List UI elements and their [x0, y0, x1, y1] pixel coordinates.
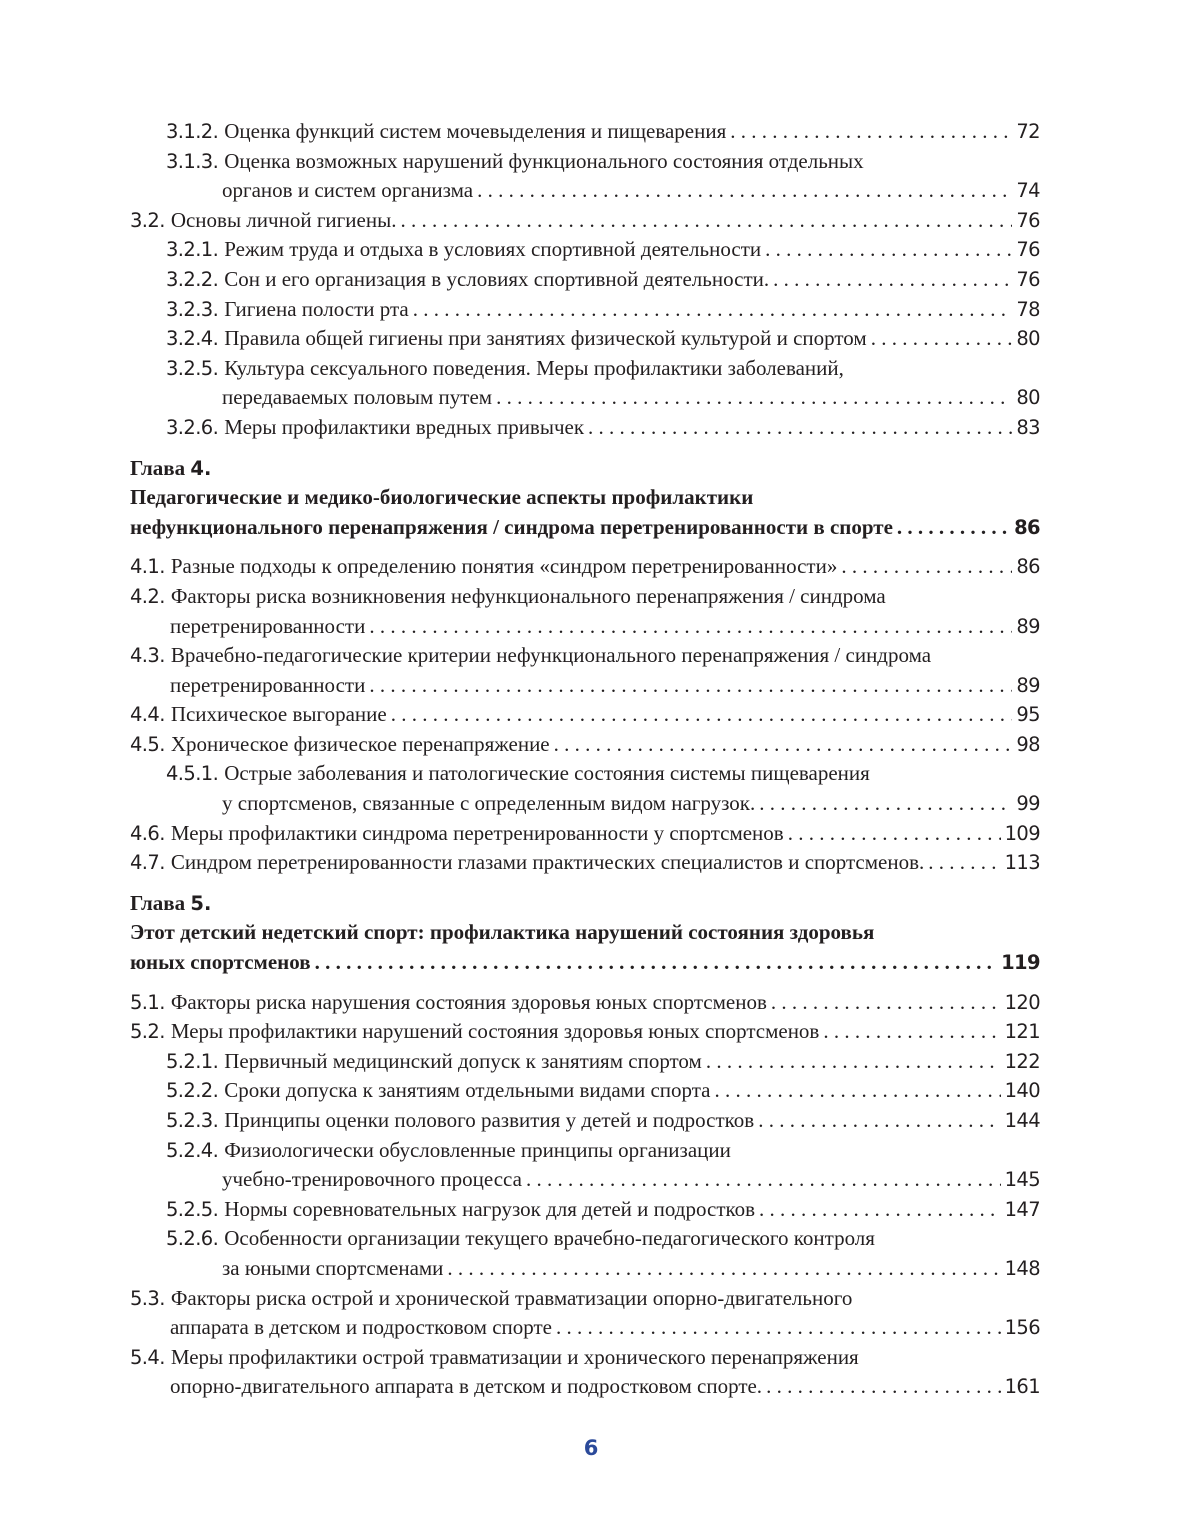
- toc-entry-line[interactable]: [130, 1195, 1040, 1225]
- toc-entry-title: Синдром перетренированности глазами практических специалистов и спортсменов.: [170, 850, 925, 875]
- toc-entry-title: аппарата в детском и подростковом спорте: [170, 1315, 552, 1340]
- toc-entry-page: 121: [1004, 1020, 1040, 1044]
- toc-entry-line[interactable]: [130, 700, 1040, 730]
- chapter-4-label: Глава 4.: [130, 455, 212, 480]
- toc-entry-title: Принципы оценки полового развития у детей и подростков: [224, 1108, 755, 1132]
- toc-entry-line[interactable]: [130, 848, 1040, 878]
- toc-entry-line[interactable]: [130, 759, 1040, 789]
- toc-block-chapter-3: [130, 117, 1040, 443]
- chapter-5-heading: [130, 889, 1040, 978]
- leader-dots: [771, 988, 1001, 1018]
- toc-entry-number: 3.2.6.: [166, 415, 219, 439]
- toc-entry-line[interactable]: [130, 1076, 1040, 1106]
- leader-dots: [369, 671, 1012, 701]
- toc-entry-page: 74: [1016, 179, 1040, 203]
- toc-entry-title: Гигиена полости рта: [224, 296, 409, 321]
- leader-dots: [447, 1254, 1000, 1284]
- toc-entry-title: Меры профилактики нарушений состояния здоровья юных спортсменов: [170, 1019, 820, 1044]
- toc-entry-line[interactable]: [130, 176, 1040, 206]
- leader-dots: [773, 265, 1012, 295]
- toc-entry-line[interactable]: [130, 117, 1040, 147]
- toc-entry-number: 5.2.3.: [166, 1109, 219, 1132]
- leader-dots: [823, 1017, 1000, 1047]
- toc-entry-title: Оценка функций систем мочевыделения и пищеварения: [224, 119, 727, 143]
- toc-entry-title: Факторы риска острой и хронической травматизации опорно-двигательного: [170, 1285, 853, 1310]
- toc-entry-number: 3.1.3.: [166, 149, 219, 173]
- leader-dots: [556, 1313, 1001, 1343]
- toc-entry-number: 5.3.: [130, 1286, 165, 1310]
- toc-entry-line[interactable]: [130, 1284, 1040, 1314]
- toc-entry-number: 3.2.5.: [166, 356, 219, 380]
- toc-entry-title: Острые заболевания и патологические состояния системы пищеварения: [224, 761, 870, 786]
- toc-entry-title: Факторы риска нарушения состояния здоровья юных спортсменов: [170, 989, 767, 1014]
- toc-entry-line[interactable]: [130, 206, 1040, 236]
- toc-entry-line[interactable]: [130, 612, 1040, 642]
- toc-entry-number: 5.1.: [130, 990, 165, 1014]
- toc-entry-number: 5.2.: [130, 1020, 165, 1044]
- page-number: 6: [583, 1436, 599, 1460]
- toc-entry-title: Сон и его организация в условиях спортивной деятельности.: [224, 266, 770, 291]
- toc-entry-line[interactable]: [130, 1343, 1040, 1373]
- leader-dots: [400, 206, 1012, 236]
- toc-entry-title: Меры профилактики острой травматизации и хронического перенапряжения: [170, 1344, 859, 1369]
- toc-entry-title: опорно-двигательного аппарата в детском и подростковом спорте.: [170, 1374, 763, 1399]
- toc-entry-number: 5.2.2.: [166, 1079, 219, 1103]
- toc-entry-number: 4.7.: [130, 851, 165, 875]
- toc-entry-number: 4.4.: [130, 703, 165, 727]
- toc-entry-page: 95: [1016, 703, 1040, 727]
- toc-entry-number: 5.2.4.: [166, 1138, 219, 1162]
- toc-entry-page: 78: [1016, 297, 1040, 321]
- toc-entry-line[interactable]: [130, 1106, 1040, 1136]
- toc-entry-page: 99: [1016, 792, 1040, 816]
- leader-dots: [730, 117, 1012, 147]
- toc-entry-page: 109: [1004, 821, 1040, 845]
- chapter-5-page: 119: [1001, 951, 1040, 975]
- toc-entry-title: Меры профилактики вредных привычек: [224, 414, 585, 439]
- toc-entry-number: 4.3.: [130, 644, 165, 668]
- toc-entry-number: 5.2.1.: [166, 1049, 219, 1073]
- toc-entry-page: 113: [1004, 851, 1040, 875]
- toc-entry-number: 4.2.: [130, 584, 165, 608]
- leader-dots: [714, 1076, 1000, 1106]
- toc-entry-title: Психическое выгорание: [170, 702, 387, 727]
- toc-entry-line[interactable]: [130, 1254, 1040, 1284]
- toc-entry-page: 145: [1004, 1168, 1040, 1192]
- toc-entry-page: 72: [1016, 120, 1040, 143]
- chapter-4-title-line-1[interactable]: Педагогические и медико-биологические аспекты профилактики: [130, 485, 754, 510]
- toc-entry-page: 89: [1016, 614, 1040, 638]
- toc-entry-page: 147: [1004, 1197, 1040, 1221]
- toc-entry-line[interactable]: [130, 1047, 1040, 1077]
- leader-dots: [841, 552, 1012, 582]
- toc-entry-page: 122: [1004, 1049, 1040, 1073]
- toc-block-chapter-5: [130, 988, 1040, 1402]
- toc-entry-line[interactable]: [130, 354, 1040, 384]
- chapter-4-title-line-2[interactable]: нефункционального перенапряжения / синдрома перетренированности в спорте . . . 86: [130, 513, 1040, 543]
- toc-entry-line[interactable]: [130, 147, 1040, 177]
- toc-entry-line[interactable]: [130, 1165, 1040, 1195]
- toc-entry-line[interactable]: [130, 1372, 1040, 1402]
- toc-entry-number: 3.1.2.: [166, 120, 219, 143]
- chapter-4-page: 86: [1014, 515, 1040, 539]
- leader-dots: [477, 176, 1012, 206]
- leader-dots: [554, 730, 1013, 760]
- toc-entry-title: перетренированности: [170, 613, 366, 638]
- toc-entry-page: 83: [1016, 415, 1040, 439]
- leader-dots: [788, 819, 1001, 849]
- toc-entry-page: 76: [1016, 238, 1040, 262]
- toc-entry-line[interactable]: [130, 552, 1040, 582]
- toc-entry-number: 3.2.1.: [166, 238, 219, 262]
- toc-entry-line[interactable]: [130, 730, 1040, 760]
- toc-entry-number: 4.1.: [130, 555, 165, 579]
- toc-entry-title: Правила общей гигиены при занятиях физической культурой и спортом: [224, 326, 867, 351]
- leader-dots: [897, 513, 1010, 543]
- toc-entry-number: 4.6.: [130, 821, 165, 845]
- leader-dots: [526, 1165, 1001, 1195]
- toc-entry-line[interactable]: [130, 671, 1040, 701]
- toc-entry-line[interactable]: [130, 235, 1040, 265]
- toc-entry-title: перетренированности: [170, 672, 366, 697]
- toc-entry-page: 148: [1004, 1256, 1040, 1280]
- toc-entry-title: Врачебно-педагогические критерии нефункционального перенапряжения / синдрома: [170, 643, 932, 668]
- toc-entry-page: 140: [1004, 1079, 1040, 1103]
- leader-dots: [413, 295, 1013, 325]
- toc-entry-line[interactable]: [130, 265, 1040, 295]
- toc-entry-number: 4.5.: [130, 732, 165, 756]
- toc-entry-number: 5.2.5.: [166, 1197, 219, 1221]
- toc-entry-line[interactable]: [130, 1224, 1040, 1254]
- toc-entry-line[interactable]: [130, 988, 1040, 1018]
- toc-entry-line[interactable]: [130, 789, 1040, 819]
- leader-dots: [706, 1047, 1001, 1077]
- toc-entry-title: Разные подходы к определению понятия «синдром перетренированности»: [170, 554, 838, 579]
- leader-dots: [759, 1195, 1001, 1225]
- toc-entry-line[interactable]: [130, 413, 1040, 443]
- toc-entry-title: Хроническое физическое перенапряжение: [170, 731, 550, 756]
- toc-entry-number: 4.5.1.: [166, 762, 219, 786]
- toc-entry-number: 3.2.4.: [166, 327, 219, 351]
- toc-entry-title: Нормы соревновательных нагрузок для детей и подростков: [224, 1196, 756, 1221]
- toc-entry-line[interactable]: [130, 582, 1040, 612]
- leader-dots: [758, 1106, 1000, 1136]
- toc-entry-line[interactable]: [130, 641, 1040, 671]
- toc-entry-title: Первичный медицинский допуск к занятиям спортом: [224, 1048, 702, 1073]
- toc-entry-number: 3.2.3.: [166, 297, 219, 321]
- toc-entry-title: органов и систем организма: [222, 178, 474, 203]
- toc-entry-number: 3.2.2.: [166, 267, 219, 291]
- toc-entry-page: 98: [1016, 732, 1040, 756]
- leader-dots: [315, 948, 998, 978]
- toc-entry-line[interactable]: [130, 1313, 1040, 1343]
- toc-entry-title: Особенности организации текущего врачебно-педагогического контроля: [224, 1226, 875, 1251]
- toc-entry-title: за юными спортсменами: [222, 1255, 444, 1280]
- leader-dots: [496, 383, 1012, 413]
- toc-entry-line[interactable]: [130, 819, 1040, 849]
- toc-entry-page: 120: [1004, 990, 1040, 1014]
- toc-entry-line[interactable]: [130, 324, 1040, 354]
- toc-entry-page: 144: [1004, 1109, 1040, 1132]
- toc-entry-title: Меры профилактики синдрома перетренированности у спортсменов: [170, 820, 784, 845]
- toc-entry-page: 161: [1004, 1375, 1040, 1399]
- leader-dots: [588, 413, 1012, 443]
- toc-entry-title: Основы личной гигиены.: [170, 207, 397, 232]
- toc-entry-line[interactable]: [130, 383, 1040, 413]
- toc-entry-title: Факторы риска возникновения нефункционального перенапряжения / синдрома: [170, 583, 886, 608]
- chapter-5-title-line-1[interactable]: Этот детский недетский спорт: профилактика нарушений состояния здоровья: [130, 920, 875, 945]
- toc-entry-title: Культура сексуального поведения. Меры профилактики заболеваний,: [224, 355, 844, 380]
- chapter-5-label: Глава 5.: [130, 890, 212, 915]
- chapter-5-title-line-2[interactable]: юных спортсменов . . . 119: [130, 948, 1040, 978]
- toc-entry-page: 76: [1016, 267, 1040, 291]
- toc-entry-number: 3.2.: [130, 208, 165, 232]
- toc-entry-title: учебно-тренировочного процесса: [222, 1167, 522, 1192]
- toc-entry-page: 86: [1016, 555, 1040, 579]
- toc-block-chapter-4: [130, 552, 1040, 878]
- toc-entry-page: 76: [1016, 208, 1040, 232]
- toc-entry-page: 80: [1016, 386, 1040, 410]
- leader-dots: [928, 848, 1000, 878]
- toc-entry-number: 5.2.6.: [166, 1227, 219, 1251]
- table-of-contents: [130, 117, 1040, 1402]
- toc-entry-page: 89: [1016, 673, 1040, 697]
- toc-entry-title: Сроки допуска к занятиям отдельными видами спорта: [224, 1078, 711, 1103]
- toc-entry-title: Оценка возможных нарушений функционального состояния отдельных: [224, 148, 864, 173]
- toc-entry-line[interactable]: [130, 1136, 1040, 1166]
- leader-dots: [369, 612, 1012, 642]
- toc-entry-line[interactable]: [130, 295, 1040, 325]
- toc-entry-page: 156: [1004, 1316, 1040, 1340]
- toc-entry-title: передаваемых половым путем: [222, 385, 493, 410]
- toc-entry-number: 5.4.: [130, 1345, 165, 1369]
- leader-dots: [871, 324, 1013, 354]
- leader-dots: [391, 700, 1013, 730]
- toc-entry-title: Физиологически обусловленные принципы организации: [224, 1137, 731, 1162]
- leader-dots: [766, 1372, 1001, 1402]
- leader-dots: [759, 789, 1012, 819]
- leader-dots: [765, 235, 1012, 265]
- chapter-4-heading: [130, 454, 1040, 543]
- toc-entry-title: у спортсменов, связанные с определенным видом нагрузок.: [222, 791, 756, 816]
- toc-entry-line[interactable]: [130, 1017, 1040, 1047]
- toc-entry-page: 80: [1016, 327, 1040, 351]
- toc-entry-title: Режим труда и отдыха в условиях спортивной деятельности: [224, 237, 762, 262]
